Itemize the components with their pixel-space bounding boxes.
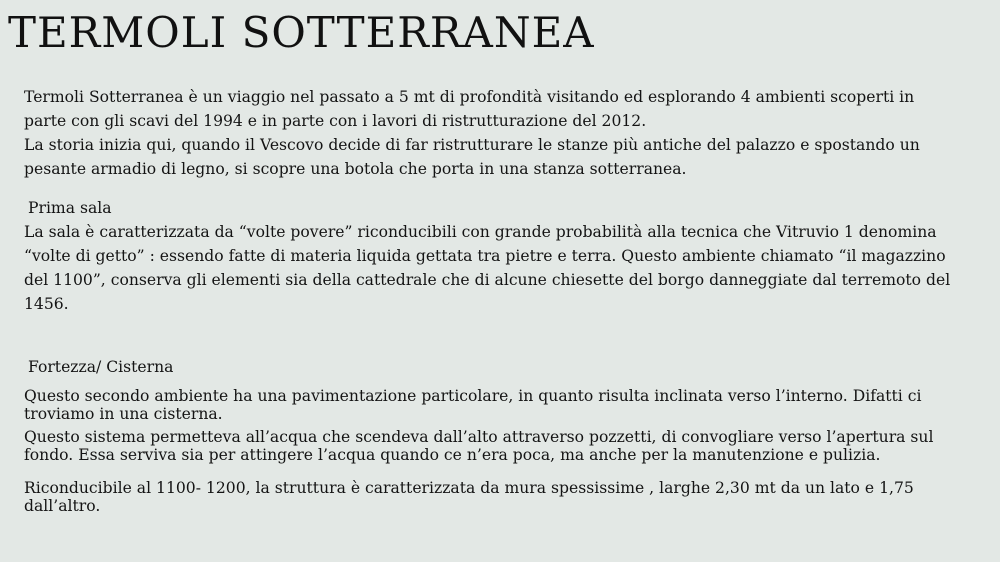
page-title: TERMOLI SOTTERRANEA <box>8 8 595 57</box>
section-heading-prima-sala: Prima sala <box>28 199 112 217</box>
prima-sala-line: 1456. <box>24 295 69 313</box>
intro-paragraph <box>24 85 974 181</box>
fortezza-paragraph-1 <box>24 387 974 423</box>
fortezza-paragraph-2 <box>24 428 974 464</box>
prima-sala-line: La sala è caratterizzata da “volte povere” riconducibili con grande probabilità alla tecnica che Vitruvio 1 denomina <box>24 223 937 241</box>
fortezza-line: Questo sistema permetteva all’acqua che scendeva dall’alto attraverso pozzetti, di convogliare verso l’apertura sul <box>24 428 934 446</box>
prima-sala-line: “volte di getto” : essendo fatte di materia liquida gettata tra pietre e terra. Questo ambiente chiamato “il magazzino <box>24 247 946 265</box>
intro-line: parte con gli scavi del 1994 e in parte con i lavori di ristrutturazione del 2012. <box>24 112 647 130</box>
prima-sala-paragraph <box>24 220 974 316</box>
fortezza-line: Questo secondo ambiente ha una pavimentazione particolare, in quanto risulta inclinata verso l’interno. Difatti ci <box>24 387 922 405</box>
fortezza-line: Riconducibile al 1100- 1200, la struttura è caratterizzata da mura spessissime , larghe 2,30 mt da un lato e 1,75 <box>24 479 914 497</box>
intro-line: Termoli Sotterranea è un viaggio nel passato a 5 mt di profondità visitando ed esplorando 4 ambienti scoperti in <box>24 88 915 106</box>
section-heading-fortezza: Fortezza/ Cisterna <box>28 358 174 376</box>
fortezza-line: fondo. Essa serviva sia per attingere l’acqua quando ce n’era poca, ma anche per la manutenzione e pulizia. <box>24 446 881 464</box>
fortezza-line: dall’altro. <box>24 497 101 515</box>
intro-line: La storia inizia qui, quando il Vescovo decide di far ristrutturare le stanze più antiche del palazzo e spostando un <box>24 136 920 154</box>
fortezza-paragraph-3 <box>24 479 974 515</box>
prima-sala-line: del 1100”, conserva gli elementi sia della cattedrale che di alcune chiesette del borgo danneggiate dal terremoto del <box>24 271 951 289</box>
fortezza-line: troviamo in una cisterna. <box>24 405 223 423</box>
intro-line: pesante armadio di legno, si scopre una botola che porta in una stanza sotterranea. <box>24 160 687 178</box>
